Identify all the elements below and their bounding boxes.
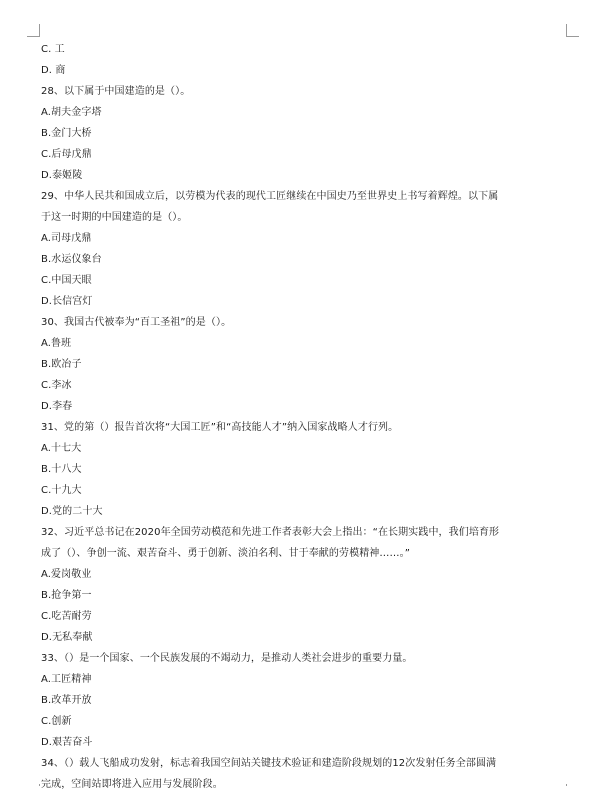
answer-option: D. 商: [41, 65, 66, 76]
document-body: [41, 39, 571, 795]
question-text-line: 于这一时期的中国建造的是（）。: [41, 212, 188, 223]
answer-option: C.吃苦耐劳: [41, 611, 92, 622]
crop-mark-top-left: [27, 24, 40, 37]
crop-mark-top-right: [566, 24, 579, 37]
answer-option: A.司母戊鼎: [41, 233, 92, 244]
question-text-line: 成了（）、争创一流、艰苦奋斗、勇于创新、淡泊名利、甘于奉献的劳模精神……。”: [41, 548, 410, 559]
answer-option: C.后母戊鼎: [41, 149, 92, 160]
answer-option: A.工匠精神: [41, 674, 92, 685]
answer-option: A.鲁班: [41, 338, 72, 349]
answer-option: D.长信宫灯: [41, 296, 93, 307]
answer-option: D.无私奉献: [41, 632, 93, 643]
question-text-line: 28、以下属于中国建造的是（）。: [41, 86, 191, 97]
answer-option: A.胡夫金字塔: [41, 107, 102, 118]
question-text-line: 29、中华人民共和国成立后，以劳模为代表的现代工匠继续在中国史乃至世界史上书写着辉煌。以下属: [41, 191, 499, 202]
question-text-line: 30、我国古代被奉为“百工圣祖”的是（）。: [41, 317, 232, 328]
answer-option: B.欧冶子: [41, 359, 82, 370]
answer-option: C. 工: [41, 44, 65, 55]
answer-option: C.十九大: [41, 485, 82, 496]
answer-option: C.中国天眼: [41, 275, 92, 286]
answer-option: A.十七大: [41, 443, 82, 454]
answer-option: C.李冰: [41, 380, 72, 391]
question-text-line: 完成，空间站即将进入应用与发展阶段。: [41, 779, 223, 790]
answer-option: A.爱岗敬业: [41, 569, 92, 580]
answer-option: B.金门大桥: [41, 128, 92, 139]
answer-option: D.泰姬陵: [41, 170, 83, 181]
question-text-line: 31、党的第（）报告首次将“大国工匠”和“高技能人才”纳入国家战略人才行列。: [41, 422, 399, 433]
answer-option: B.改革开放: [41, 695, 92, 706]
answer-option: B.抢争第一: [41, 590, 92, 601]
answer-option: C.创新: [41, 716, 72, 727]
question-text-line: 33、（）是一个国家、一个民族发展的不竭动力，是推动人类社会进步的重要力量。: [41, 653, 413, 664]
answer-option: D.党的二十大: [41, 506, 103, 517]
answer-option: B.水运仪象台: [41, 254, 102, 265]
answer-option: D.李春: [41, 401, 73, 412]
answer-option: D.艰苦奋斗: [41, 737, 93, 748]
question-text-line: 32、习近平总书记在2020年全国劳动模范和先进工作者表彰大会上指出：“在长期实践中，我们培育形: [41, 527, 500, 538]
question-text-line: 34、（）载人飞船成功发射，标志着我国空间站关键技术验证和建造阶段规划的12次发射任务全部圆满: [41, 758, 497, 769]
answer-option: B.十八大: [41, 464, 82, 475]
